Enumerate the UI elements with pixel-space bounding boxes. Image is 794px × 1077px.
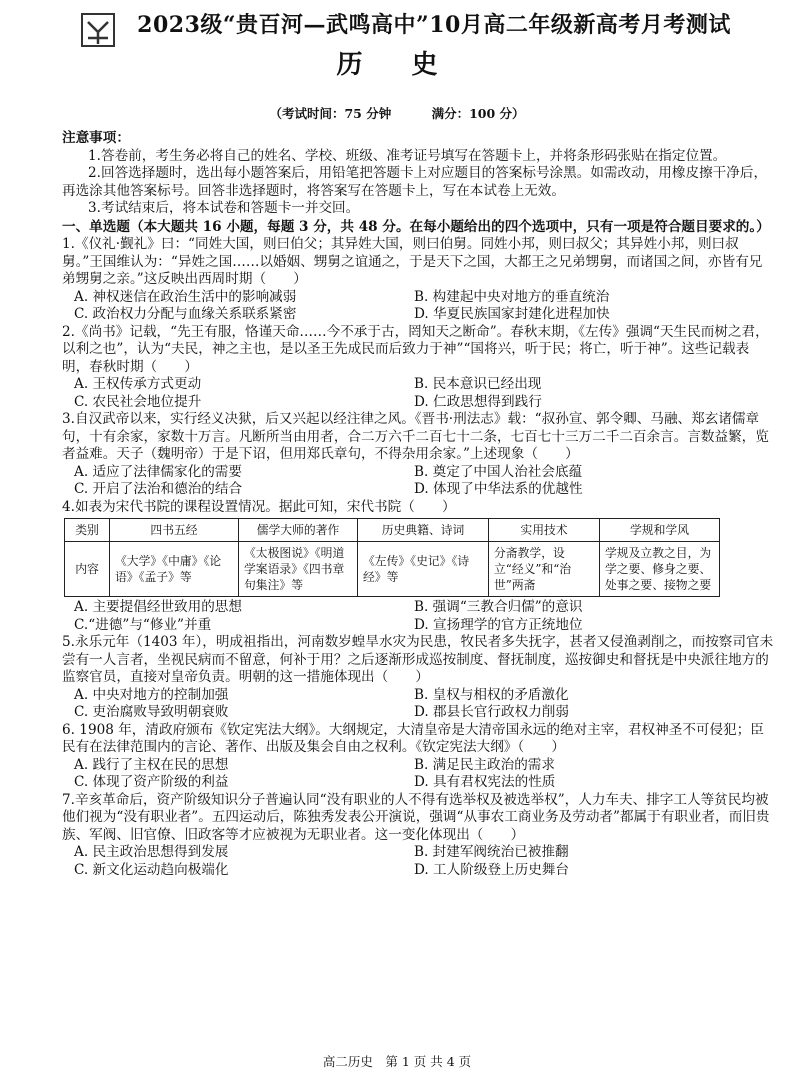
option-d: D. 工人阶级登上历史舞台: [414, 861, 569, 878]
table-row-label: 类别: [65, 519, 110, 542]
table-column-header: 实用技术: [489, 519, 600, 542]
option-a: A. 王权传承方式更动: [74, 376, 202, 392]
note-item: 3.考试结束后，将本试卷和答题卡一并交回。: [88, 200, 360, 216]
option-d: D. 郡县长官行政权力削弱: [414, 704, 569, 720]
table-cell: 《大学》《中庸》《论语》《孟子》等: [110, 542, 239, 597]
question-options: [62, 687, 774, 722]
question-stem: 2.《尚书》记载，“先王有服，恪谨天命……今不承于古，罔知天之断命”。春秋末期，《左传》强调“天生民而树之君，以利之也”，认为“夫民，神之主也，是以圣王先成民而后致力于神”“国将兴，听于民；将亡，听于神”。这些记载表明，春秋时期（ ）: [62, 323, 769, 375]
option-c: C.“进德”与“修业”并重: [74, 616, 212, 633]
option-c: C. 新文化运动趋向极端化: [74, 861, 229, 878]
option-c: C. 吏治腐败导致明朝衰败: [74, 704, 229, 720]
exam-content: [62, 124, 774, 879]
option-b: B. 民本意识已经出现: [414, 376, 542, 392]
question-options: [62, 844, 774, 879]
table-column-header: 四书五经: [110, 519, 239, 542]
question-options: [62, 464, 774, 499]
question-2: [62, 324, 774, 412]
note-item: 1.答卷前，考生务必将自己的姓名、学校、班级、准考证号填写在答题卡上，并将条形码张贴在指定位置。: [88, 147, 727, 164]
table-column-header: 儒学大师的著作: [239, 519, 358, 542]
note-item: 2.回答选择题时，选出每小题答案后，用铅笔把答题卡上对应题目的答案标号涂黑。如需改动，用橡皮擦干净后，再选涂其他答案标号。回答非选择题时，将答案写在答题卡上，写在本试卷上无效。: [62, 165, 768, 199]
table-column-header: 历史典籍、诗词: [358, 519, 489, 542]
option-d: D. 华夏民族国家封建化进程加快: [414, 306, 610, 322]
notes-heading: 注意事项：: [62, 130, 130, 146]
question-4: [62, 499, 774, 635]
option-b: B. 满足民主政治的需求: [414, 756, 555, 773]
option-b: B. 奠定了中国人治社会底蕴: [414, 463, 583, 480]
table-cell: 分斋教学，设立“经义”和“治世”两斋: [489, 542, 600, 597]
option-d: D. 宣扬理学的官方正统地位: [414, 616, 583, 633]
option-a: A. 主要提倡经世致用的思想: [74, 599, 242, 615]
question-stem: 4.如表为宋代书院的课程设置情况。据此可知，宋代书院（ ）: [62, 498, 456, 515]
question-stem: 3.自汉武帝以来，实行经义决狱，后又兴起以经注律之风。《晋书·刑法志》载：“叔孙宣、郭令卿、马融、郑玄诸儒章句，十有余家，家数十万言。凡断所当由用者，合二万六千二百七十二条，七百七十三万二千二百余言。言数益繁，览者益难。天子（魏明帝）于是下诏，但用郑氏章句，不得杂用余家。”上述现象（ ）: [62, 411, 769, 462]
option-d: D. 具有君权宪法的性质: [414, 774, 556, 790]
option-c: C. 农民社会地位提升: [74, 393, 202, 410]
option-a: A. 践行了主权在民的思想: [74, 756, 229, 773]
question-options: [62, 757, 774, 792]
question-7: [62, 792, 774, 880]
option-b: B. 皇权与相权的矛盾激化: [414, 686, 569, 703]
table-cell: 《左传》《史记》《诗经》等: [358, 542, 489, 597]
table-header-row: [65, 519, 720, 542]
section-heading: 一、单选题（本大题共 16 小题，每题 3 分，共 48 分。在每小题给出的四个选项中，只有一项是符合题目要求的。）: [62, 218, 770, 235]
option-d: D. 体现了中华法系的优越性: [414, 481, 583, 497]
question-stem: 5.永乐元年（1403 年），明成祖指出，河南数岁蝗旱水灾为民患，牧民者多失抚字，甚者又侵渔剥削之，而按察司官未尝有一人言者，坐视民病而不留意，何补于用？之后逐渐形成巡按制度、督抚制度，巡按御史和督抚是中央派往地方的监察官员，直接对皇帝负责。明朝的这一措施体现出（ ）: [62, 634, 774, 685]
option-b: B. 封建军阀统治已被推翻: [414, 844, 569, 860]
question-options: [62, 289, 774, 324]
subject-title: 历 史: [336, 50, 458, 80]
table-row-label: 内容: [65, 542, 110, 597]
full-score: 满分：100 分）: [431, 106, 525, 121]
question-6: [62, 722, 774, 792]
option-a: A. 中央对地方的控制加强: [74, 686, 229, 703]
table-column-header: 学规和学风: [600, 519, 720, 542]
option-a: A. 民主政治思想得到发展: [74, 844, 229, 860]
question-1: [62, 236, 774, 324]
question-options: [62, 599, 774, 634]
question-stem: 6. 1908 年，清政府颁布《钦定宪法大纲》。大纲规定，大清皇帝是大清帝国永远的绝对主宰，君权神圣不可侵犯；臣民有在法律范围内的言论、著作、出版及集会自由之权利。《钦定宪法大纲》（ ）: [62, 721, 764, 755]
option-b: B. 构建起中央对地方的垂直统治: [414, 288, 610, 305]
table-cell: 《太极图说》《明道学案语录》《四书章句集注》等: [239, 542, 358, 597]
option-b: B. 强调“三教合归儒”的意识: [414, 599, 583, 615]
question-5: [62, 634, 774, 722]
table-cell: 学规及立教之目，为学之要、修身之要、处事之要、接物之要: [600, 542, 720, 597]
exam-time: （考试时间：75 分钟: [269, 106, 392, 121]
page-footer: 高二历史 第 1 页 共 4 页: [322, 1054, 472, 1069]
option-c: C. 体现了资产阶级的利益: [74, 774, 229, 790]
question-stem: 7.辛亥革命后，资产阶级知识分子普遍认同“没有职业的人不得有选举权及被选举权”，人力车夫、排字工人等贫民均被他们视为“没有职业者”。五四运动后，陈独秀发表公开演说，强调“从事农工商业务及劳动者”都属于有职业者，而旧贵族、军阀、旧官僚、旧政客等才应被视为无职业者。这一变化体现出（ ）: [62, 791, 770, 843]
option-a: A. 神权迷信在政治生活中的影响减弱: [74, 288, 297, 305]
table-row: [65, 542, 720, 597]
option-c: C. 开启了法治和德治的结合: [74, 481, 243, 497]
question-3: [62, 411, 774, 499]
question-stem: 1.《仪礼·觐礼》曰：“同姓大国，则曰伯父；其异姓大国，则曰伯舅。同姓小邦，则曰叔父；其异姓小邦，则曰叔舅。”王国维认为：“异姓之国……以婚姻、甥舅之谊通之，于是天下之国，大都王之兄弟甥舅，而诸国之间，亦皆有兄弟甥舅之亲。”这反映出西周时期（ ）: [62, 236, 763, 287]
curriculum-table: [64, 518, 720, 597]
exam-info: [0, 104, 794, 122]
option-c: C. 政治权力分配与血缘关系联系紧密: [74, 306, 297, 322]
option-a: A. 适应了法律儒家化的需要: [74, 463, 242, 480]
exam-title: 2023级“贵百河—武鸣高中”10月高二年级新高考月考测试: [137, 12, 731, 38]
question-options: [62, 376, 774, 411]
option-d: D. 仁政思想得到践行: [414, 393, 542, 410]
